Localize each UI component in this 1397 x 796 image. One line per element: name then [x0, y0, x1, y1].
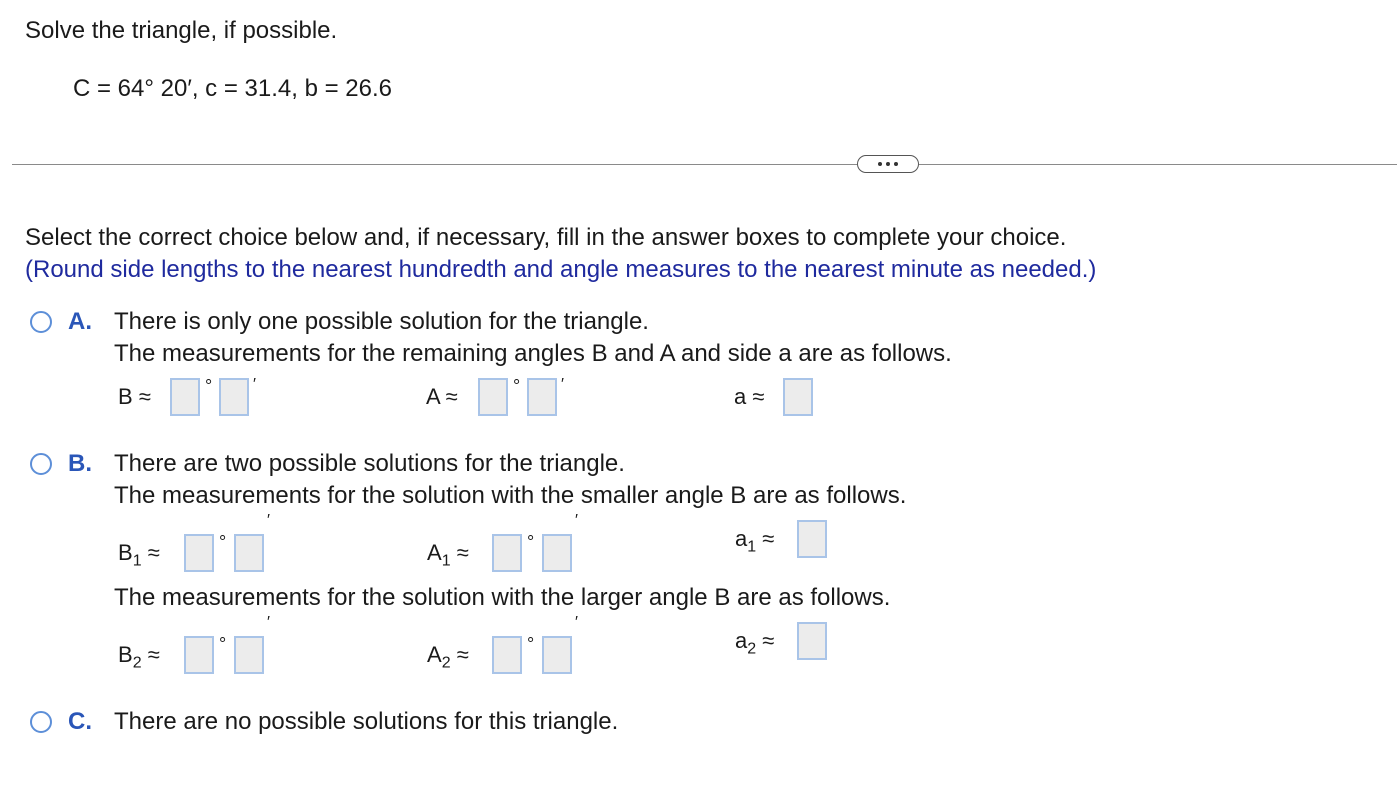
- choice-b-a2-minutes-input[interactable]: [542, 636, 572, 674]
- choice-a-side-a-label: a ≈: [734, 384, 765, 409]
- divider-left: [12, 164, 857, 165]
- choice-b-b1-degrees-input[interactable]: [184, 534, 214, 572]
- choice-b-a2-label: $A_2$ ≈: [427, 642, 469, 672]
- minute-symbol: ′: [575, 512, 578, 529]
- choice-c-text: There are no possible solutions for this triangle.: [114, 708, 619, 735]
- choice-a-side-a-input[interactable]: [783, 378, 813, 416]
- directions-text: Select the correct choice below and, if necessary, fill in the answer boxes to complete your choice.: [25, 224, 1067, 251]
- degree-symbol: °: [527, 634, 535, 654]
- choice-b-b2-degrees-input[interactable]: [184, 636, 214, 674]
- choice-a-b-degrees-input[interactable]: [170, 378, 200, 416]
- choice-a-detail: The measurements for the remaining angles B and A and side a are as follows.: [114, 340, 952, 367]
- minute-symbol: ′: [267, 512, 270, 529]
- choice-a-text: There is only one possible solution for the triangle.: [114, 308, 649, 335]
- choice-c-letter: C.: [68, 708, 92, 735]
- choice-c-radio[interactable]: [30, 711, 52, 733]
- choice-b-a1-label: $A_1$ ≈: [427, 540, 469, 570]
- choice-a-radio[interactable]: [30, 311, 52, 333]
- choice-b-b1-minutes-input[interactable]: [234, 534, 264, 572]
- choice-a-a-degrees-input[interactable]: [478, 378, 508, 416]
- choice-b-b2-label: $B_2$ ≈: [118, 642, 160, 672]
- dot-icon: [878, 162, 882, 166]
- choice-a-b-label: B ≈: [118, 384, 151, 409]
- minute-symbol: ′: [575, 614, 578, 631]
- rounding-note: (Round side lengths to the nearest hundredth and angle measures to the nearest minute as needed.): [25, 256, 1097, 283]
- degree-symbol: °: [527, 532, 535, 552]
- choice-b-side-a1-label: $a_1$ ≈: [735, 526, 775, 556]
- degree-symbol: °: [219, 532, 227, 552]
- choice-b-side-a2-input[interactable]: [797, 622, 827, 660]
- problem-instruction: Solve the triangle, if possible.: [25, 17, 338, 44]
- choice-b-letter: B.: [68, 450, 92, 477]
- degree-symbol: °: [205, 376, 213, 396]
- choice-b-a1-minutes-input[interactable]: [542, 534, 572, 572]
- dot-icon: [886, 162, 890, 166]
- minute-symbol: ′: [267, 614, 270, 631]
- choice-b-a1-degrees-input[interactable]: [492, 534, 522, 572]
- choice-a-a-minutes-input[interactable]: [527, 378, 557, 416]
- problem-given: C = 64° 20′, c = 31.4, b = 26.6: [73, 75, 392, 102]
- choice-b-side-a2-label: $a_2$ ≈: [735, 628, 775, 658]
- minute-symbol: ′: [561, 376, 564, 393]
- choice-b-detail-smaller: The measurements for the solution with the smaller angle B are as follows.: [114, 482, 907, 509]
- degree-symbol: °: [219, 634, 227, 654]
- degree-symbol: °: [513, 376, 521, 396]
- choice-b-b2-minutes-input[interactable]: [234, 636, 264, 674]
- more-options-button[interactable]: [857, 155, 919, 173]
- divider-right: [919, 164, 1397, 165]
- choice-b-a2-degrees-input[interactable]: [492, 636, 522, 674]
- choice-b-detail-larger: The measurements for the solution with the larger angle B are as follows.: [114, 584, 891, 611]
- choice-b-b1-label: $B_1$ ≈: [118, 540, 160, 570]
- choice-b-radio[interactable]: [30, 453, 52, 475]
- choice-a-letter: A.: [68, 308, 92, 335]
- minute-symbol: ′: [253, 376, 256, 393]
- dot-icon: [894, 162, 898, 166]
- choice-b-side-a1-input[interactable]: [797, 520, 827, 558]
- choice-b-text: There are two possible solutions for the triangle.: [114, 450, 625, 477]
- choice-a-a-angle-label: A ≈: [426, 384, 458, 409]
- choice-a-b-minutes-input[interactable]: [219, 378, 249, 416]
